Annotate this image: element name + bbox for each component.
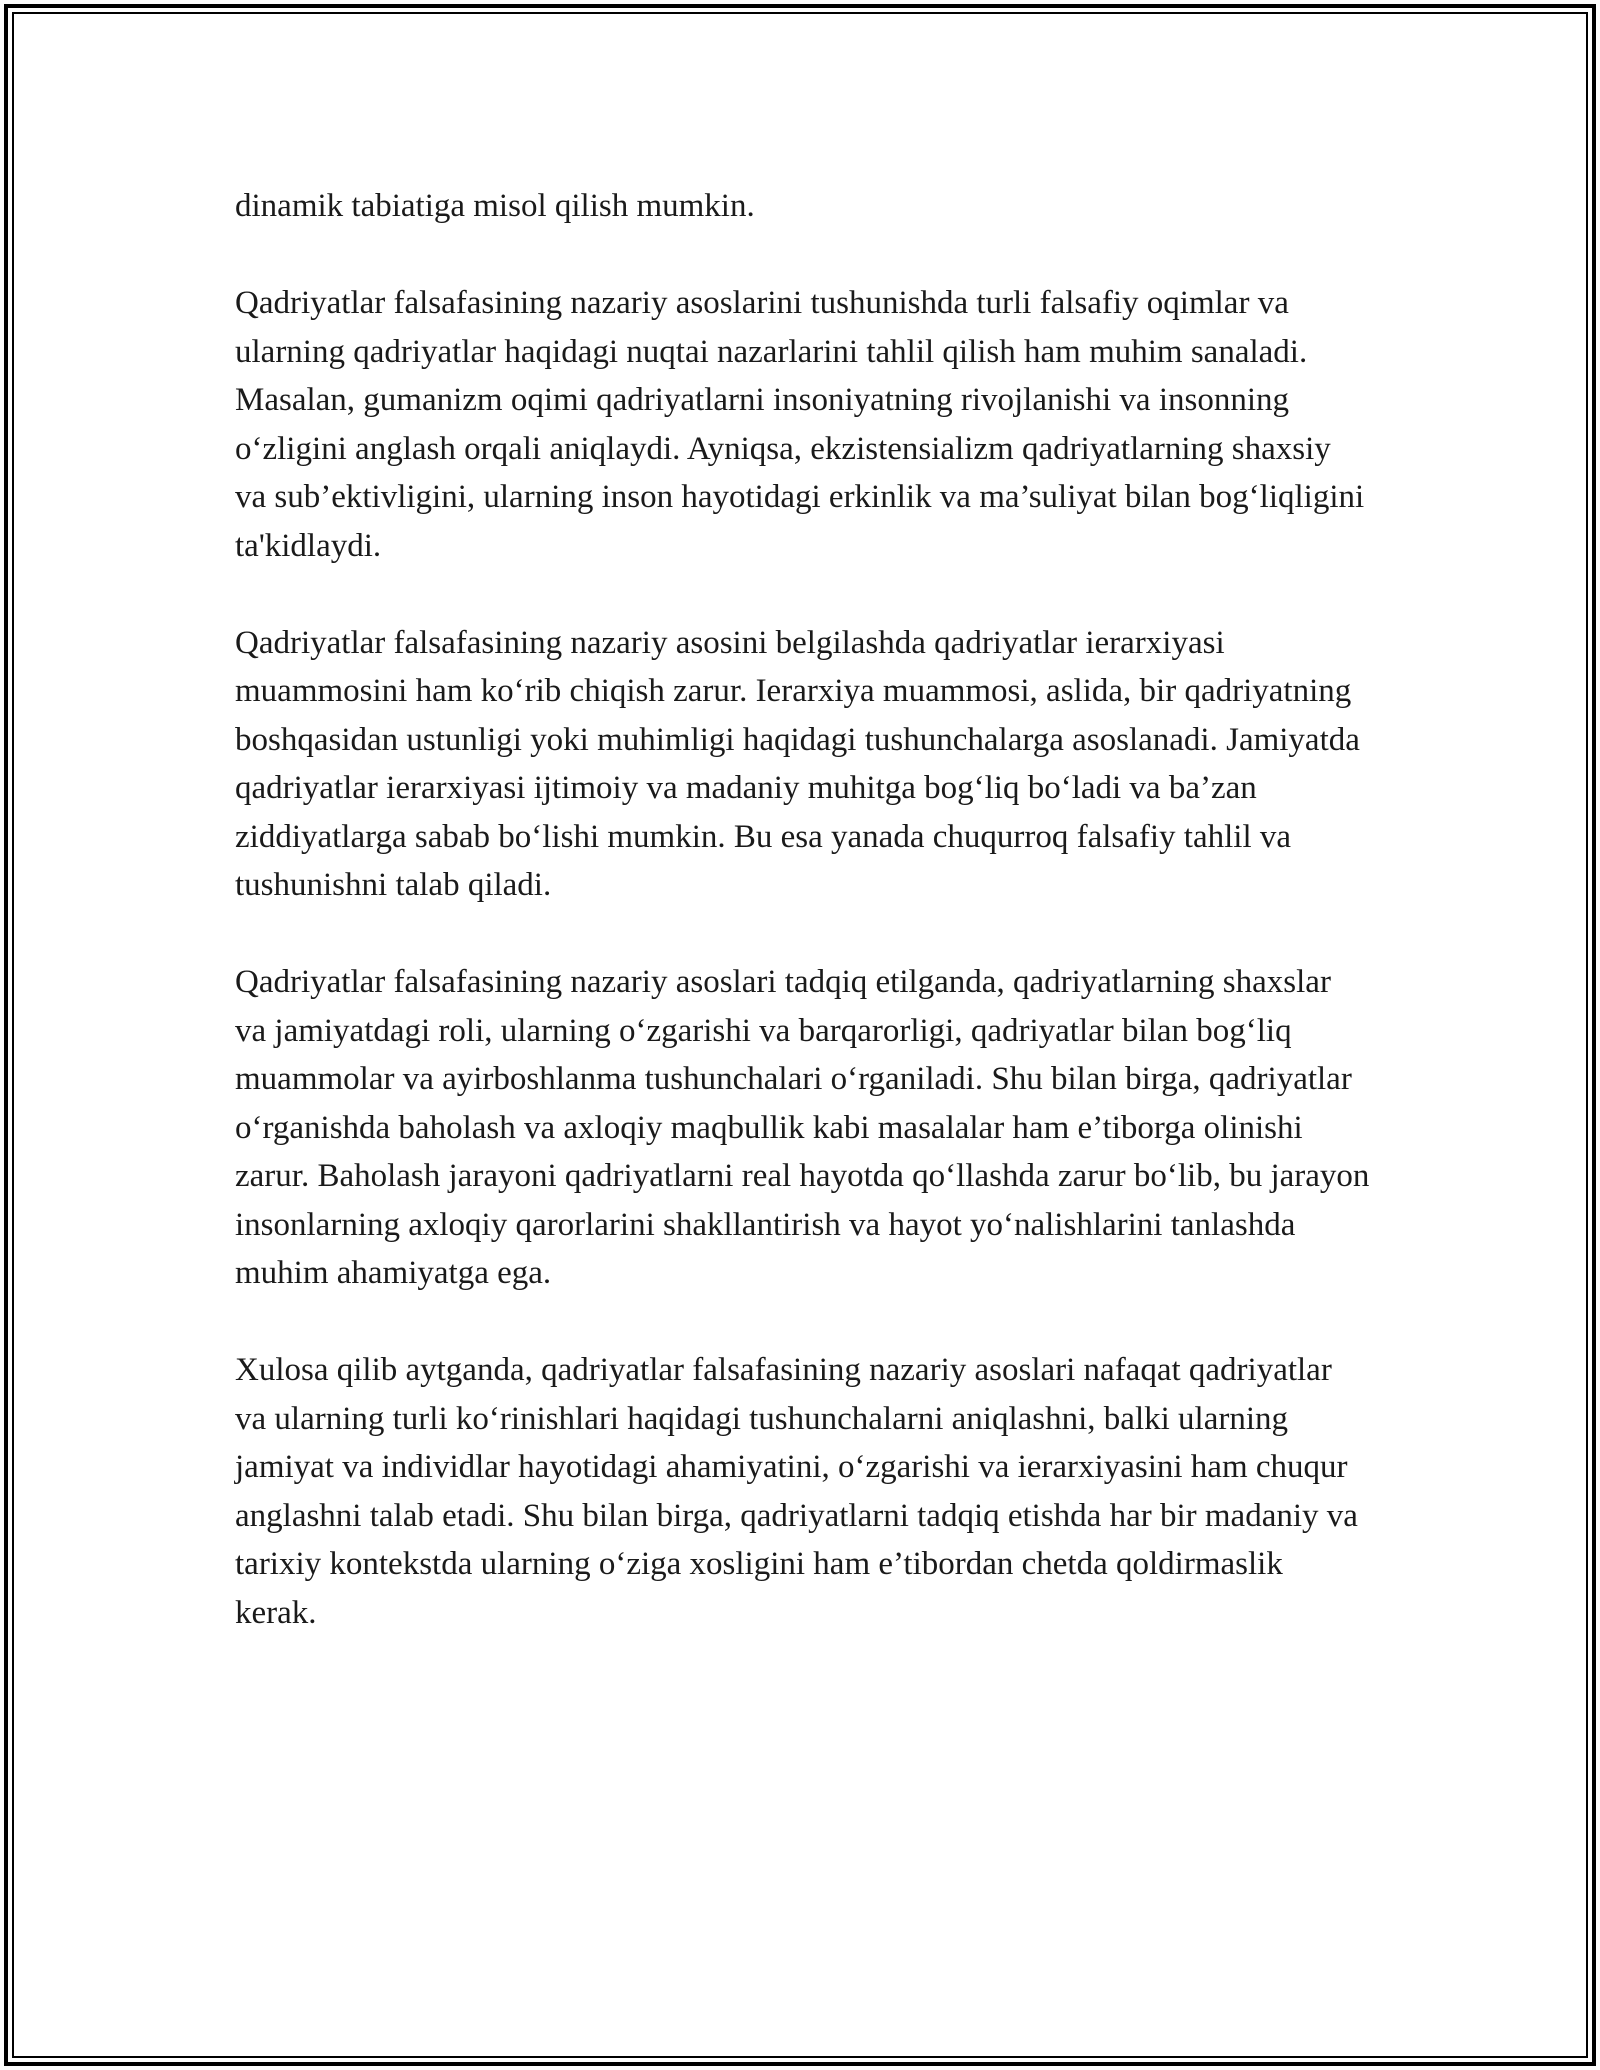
document-body — [235, 182, 1370, 1686]
paragraph-3: Qadriyatlar falsafasining nazariy asosini belgilashda qadriyatlar ierarxiyasi muammosini ham ko‘rib chiqish zarur. Ierarxiya muammosi, aslida, bir qadriyatning boshqasidan ustunligi yoki muhimligi haqidagi tushunchalarga asoslanadi. Jamiyatda qadriyatlar ierarxiyasi ijtimoiy va madaniy muhitga bog‘liq bo‘ladi va ba’zan ziddiyatlarga sabab bo‘lishi mumkin. Bu esa yanada chuqurroq falsafiy tahlil va tushunishni talab qiladi. — [235, 624, 1360, 903]
paragraph-1: dinamik tabiatiga misol qilish mumkin. — [235, 188, 755, 224]
paragraph-2: Qadriyatlar falsafasining nazariy asoslarini tushunishda turli falsafiy oqimlar va ularning qadriyatlar haqidagi nuqtai nazarlarini tahlil qilish ham muhim sanaladi. Masalan, gumanizm oqimi qadriyatlarni insoniyatning rivojlanishi va insonning o‘zligini anglash orqali aniqlaydi. Ayniqsa, ekzistensializm qadriyatlarning shaxsiy va sub’ektivligini, ularning inson hayotidagi erkinlik va ma’suliyat bilan bog‘liqligini ta'kidlaydi. — [235, 285, 1365, 564]
paragraph-4: Qadriyatlar falsafasining nazariy asoslari tadqiq etilganda, qadriyatlarning shaxslar va jamiyatdagi roli, ularning o‘zgarishi va barqarorligi, qadriyatlar bilan bog‘liq muammolar va ayirboshlanma tushunchalari o‘rganiladi. Shu bilan birga, qadriyatlar o‘rganishda baholash va axloqiy maqbullik kabi masalalar ham e’tiborga olinishi zarur. Baholash jarayoni qadriyatlarni real hayotda qo‘llashda zarur bo‘lib, bu jarayon insonlarning axloqiy qarorlarini shakllantirish va hayot yo‘nalishlarini tanlashda muhim ahamiyatga ega. — [235, 964, 1370, 1291]
paragraph-5: Xulosa qilib aytganda, qadriyatlar falsafasining nazariy asoslari nafaqat qadriyatlar va ularning turli ko‘rinishlari haqidagi tushunchalarni aniqlashni, balki ularning jamiyat va individlar hayotidagi ahamiyatini, o‘zgarishi va ierarxiyasini ham chuqur anglashni talab etadi. Shu bilan birga, qadriyatlarni tadqiq etishda har bir madaniy va tarixiy kontekstda ularning o‘ziga xosligini ham e’tibordan chetda qoldirmaslik kerak. — [235, 1352, 1358, 1631]
